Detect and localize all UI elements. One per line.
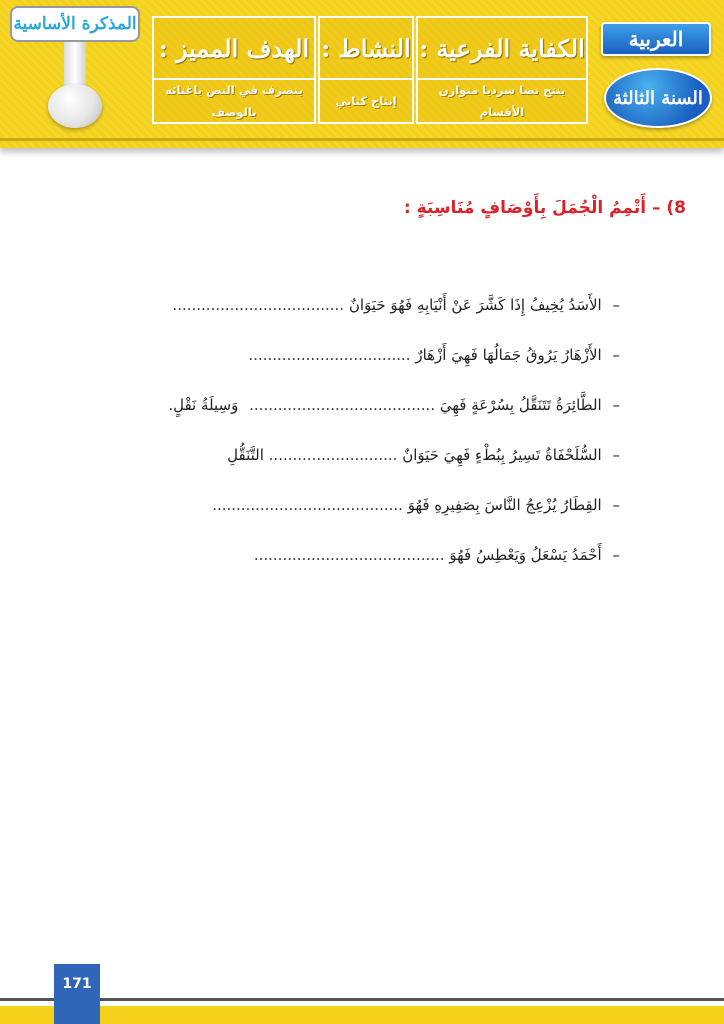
sentence-item: [120, 488, 620, 538]
exercise-heading: [286, 198, 686, 218]
page-number-box: [54, 964, 100, 1024]
sentence-ending: التَّنَقُّلِ: [227, 446, 264, 464]
sentence-text: أَحْمَدُ يَسْعَلُ وَيَعْطِسُ فَهُوَ: [449, 546, 602, 564]
sentence-dash: –: [612, 546, 620, 564]
goal-box: [152, 16, 316, 124]
sentence-list: [120, 288, 620, 588]
footer-divider: [0, 998, 724, 1001]
blank-line[interactable]: ........................................: [212, 496, 403, 514]
sentence-ending: وَسِيلَةُ نَقْلٍ.: [168, 396, 239, 414]
notebook-badge: [10, 6, 140, 130]
blank-line[interactable]: .......................................: [249, 396, 436, 414]
blank-line[interactable]: ...........................: [268, 446, 398, 464]
sentence-text: الطَّائِرَةُ تَتَنَقَّلُ بِسُرْعَةٍ فَهِيَ: [439, 396, 602, 414]
subject-label: العربية: [628, 27, 684, 51]
sentence-item: [120, 338, 620, 388]
exercise-dash: –: [651, 198, 661, 218]
notebook-tab: [10, 6, 140, 42]
sentence-text: الأَسَدُ يُخِيفُ إِذَا كَشَّرَ عَنْ أَنْيَابِهِ فَهُوَ حَيَوَانٌ: [348, 296, 602, 314]
goal-description: يتصرف في النص باغنائه بالوصف: [165, 83, 303, 119]
activity-box: [318, 16, 414, 124]
competency-title: الكفاية الفرعية :: [419, 33, 585, 63]
exercise-number: 8): [666, 198, 686, 218]
competency-description: ينتج نصا سرديا متوازن الأقسام: [438, 83, 566, 119]
notebook-ball: [48, 84, 102, 128]
sentence-item: [120, 538, 620, 588]
sentence-text: القِطَارُ يُزْعِجُ النَّاسَ بِصَفِيرِهِ فَهُوَ: [407, 496, 602, 514]
competency-box: [416, 16, 588, 124]
activity-description: إنتاج كتابي: [335, 94, 397, 108]
activity-title: النشاط :: [321, 33, 411, 63]
blank-line[interactable]: ....................................: [172, 296, 345, 314]
sentence-item: [120, 288, 620, 338]
sentence-dash: –: [612, 496, 620, 514]
sentence-dash: –: [612, 296, 620, 314]
sentence-item: [120, 438, 620, 488]
header-divider: [0, 138, 724, 141]
sentence-item: [120, 388, 620, 438]
year-badge: [604, 68, 712, 128]
sentence-dash: –: [612, 346, 620, 364]
blank-line[interactable]: ..................................: [248, 346, 411, 364]
blank-line[interactable]: ........................................: [253, 546, 445, 564]
goal-title: الهدف المميز :: [158, 33, 310, 63]
year-label: السنة الثالثة: [613, 87, 703, 109]
notebook-title: المذكرة الأساسية: [13, 14, 137, 34]
sentence-dash: –: [612, 396, 620, 414]
sentence-dash: –: [612, 446, 620, 464]
exercise-instruction: أَتْمِمُ الْجُمَلَ بِأَوْصَافٍ مُنَاسِبَةٍ :: [403, 198, 647, 218]
page-number: 171: [62, 976, 92, 992]
footer-band: [0, 1006, 724, 1024]
sentence-text: الأَزْهَارُ يَرُوقُ جَمَالُهَا فَهِيَ أَزْهَارٌ: [415, 346, 602, 364]
sentence-text: السُّلَحْفَاةُ تَسِيرُ بِبُطْءٍ فَهِيَ حَيَوَانٌ: [402, 446, 602, 464]
subject-badge: [601, 22, 711, 56]
